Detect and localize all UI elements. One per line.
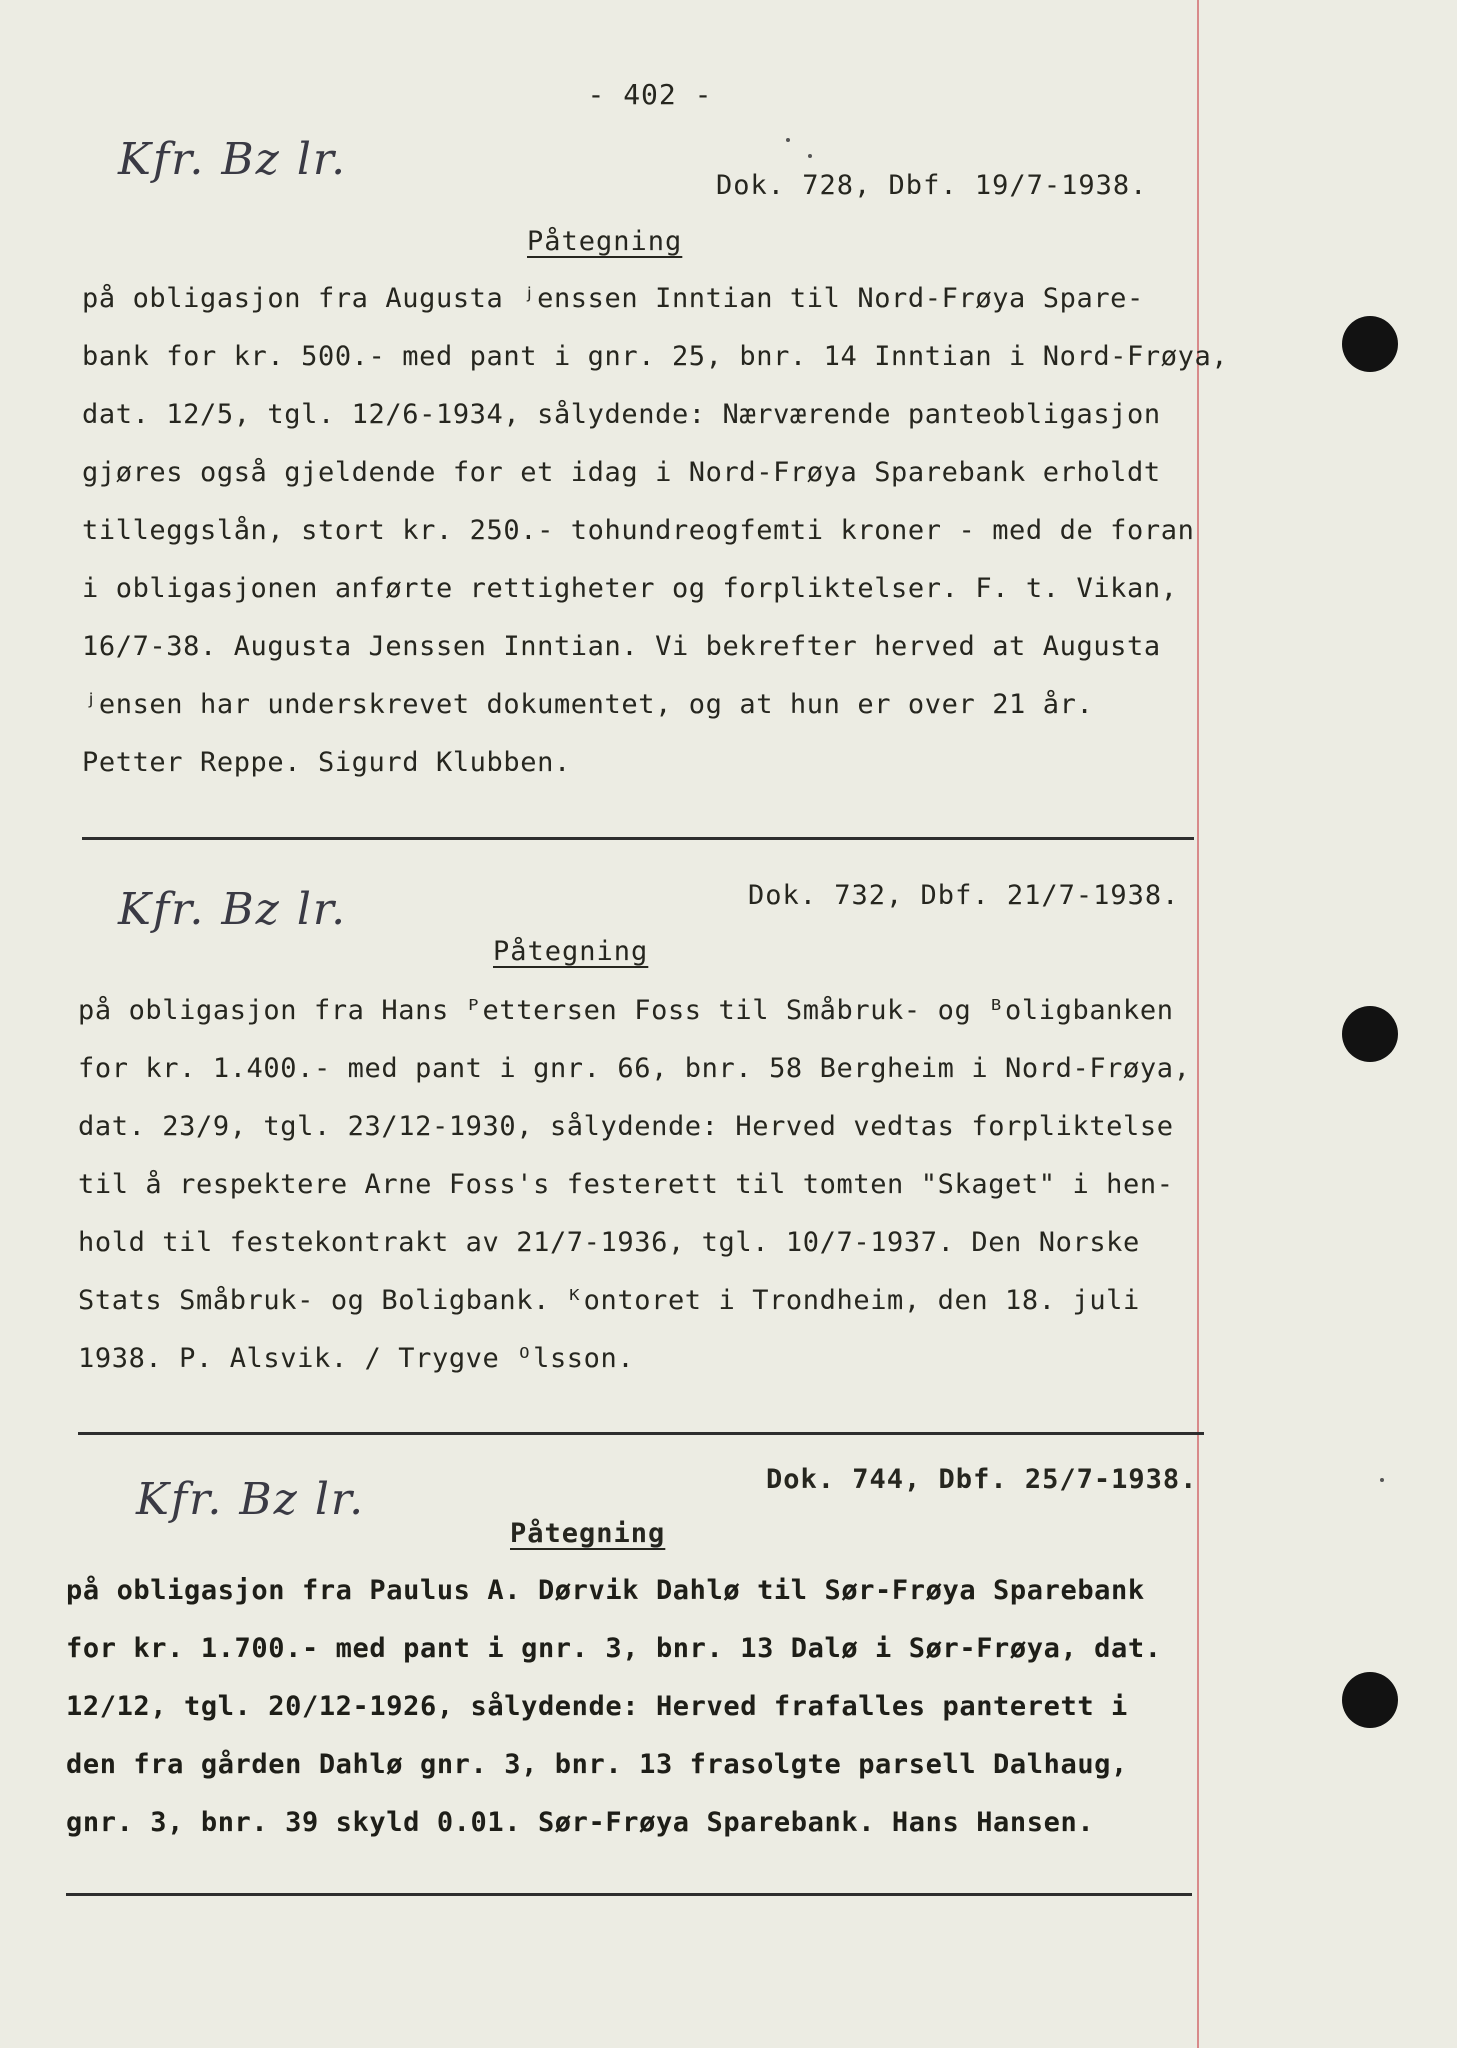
text-line: hold til festekontrakt av 21/7-1936, tgl. 10/7-1937. Den Norske [78, 1227, 1140, 1258]
margin-note: Kfr. Bz lr. [136, 1474, 366, 1525]
ink-speck [1380, 1478, 1384, 1482]
section-divider [66, 1893, 1192, 1896]
text-line: for kr. 1.400.- med pant i gnr. 66, bnr. 58 Bergheim i Nord-Frøya, [78, 1053, 1191, 1084]
section-divider [82, 837, 1194, 840]
text-line: Petter Reppe. Sigurd Klubben. [82, 747, 571, 778]
ink-speck [786, 138, 790, 142]
entry-body [82, 270, 1228, 792]
page-number: - 402 - [587, 78, 713, 111]
text-line: ʲensen har underskrevet dokumentet, og at hun er over 21 år. [82, 689, 1094, 720]
text-line: på obligasjon fra Paulus A. Dørvik Dahlø til Sør-Frøya Sparebank [66, 1575, 1145, 1606]
text-line: dat. 12/5, tgl. 12/6-1934, sålydende: Nærværende panteobligasjon [82, 399, 1161, 430]
text-line: i obligasjonen anførte rettigheter og forpliktelser. F. t. Vikan, [82, 573, 1178, 604]
text-line: tilleggslån, stort kr. 250.- tohundreogfemti kroner - med de foran [82, 515, 1195, 546]
entry-heading: Påtegning [510, 1518, 666, 1549]
text-line: dat. 23/9, tgl. 23/12-1930, sålydende: Herved vedtas forpliktelse [78, 1111, 1174, 1142]
document-reference: Dok. 744, Dbf. 25/7-1938. [766, 1464, 1198, 1495]
punch-hole [1342, 316, 1398, 372]
text-line: Stats Småbruk- og Boligbank. ᴷontoret i Trondheim, den 18. juli [78, 1285, 1140, 1316]
document-reference: Dok. 728, Dbf. 19/7-1938. [716, 170, 1148, 201]
text-line: for kr. 1.700.- med pant i gnr. 3, bnr. 13 Dalø i Sør-Frøya, dat. [66, 1633, 1162, 1664]
text-line: bank for kr. 500.- med pant i gnr. 25, bnr. 14 Inntian i Nord-Frøya, [82, 341, 1229, 372]
text-line: 16/7-38. Augusta Jenssen Inntian. Vi bekrefter herved at Augusta [82, 631, 1161, 662]
text-line: 1938. P. Alsvik. / Trygve ᴼlsson. [78, 1343, 635, 1374]
margin-note: Kfr. Bz lr. [118, 884, 348, 935]
document-reference: Dok. 732, Dbf. 21/7-1938. [748, 880, 1180, 911]
text-line: den fra gården Dahlø gnr. 3, bnr. 13 frasolgte parsell Dalhaug, [66, 1749, 1128, 1780]
entry-body [66, 1562, 1162, 1852]
text-line: 12/12, tgl. 20/12-1926, sålydende: Herved frafalles panterett i [66, 1691, 1128, 1722]
text-line: gnr. 3, bnr. 39 skyld 0.01. Sør-Frøya Sparebank. Hans Hansen. [66, 1807, 1095, 1838]
entry-heading: Påtegning [493, 936, 649, 967]
punch-hole [1342, 1006, 1398, 1062]
punch-hole [1342, 1672, 1398, 1728]
text-line: til å respektere Arne Foss's festerett til tomten "Skaget" i hen- [78, 1169, 1174, 1200]
entry-body [78, 982, 1190, 1388]
text-line: på obligasjon fra Augusta ʲenssen Inntian til Nord-Frøya Spare- [82, 283, 1144, 314]
margin-note: Kfr. Bz lr. [118, 134, 348, 185]
section-divider [78, 1432, 1204, 1435]
text-line: gjøres også gjeldende for et idag i Nord-Frøya Sparebank erholdt [82, 457, 1161, 488]
ink-speck [808, 154, 812, 158]
entry-heading: Påtegning [527, 226, 683, 257]
text-line: på obligasjon fra Hans ᴾettersen Foss til Småbruk- og ᴮoligbanken [78, 995, 1174, 1026]
